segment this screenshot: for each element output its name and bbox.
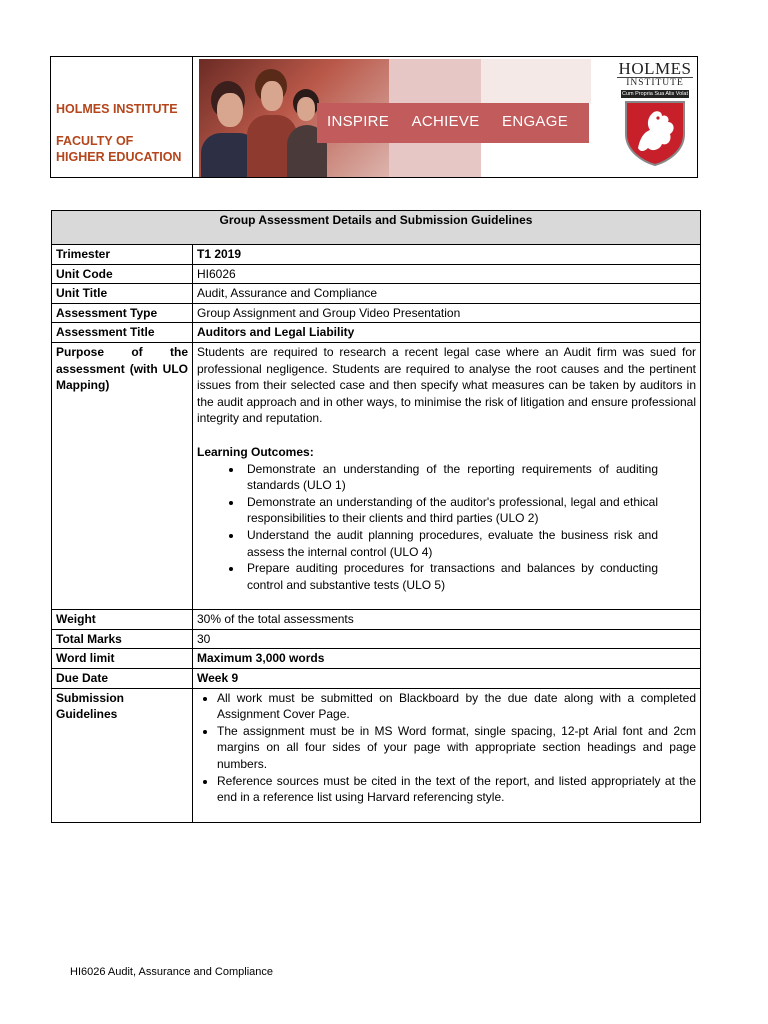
- table-row: [52, 629, 701, 649]
- list-item: • Reference sources must be cited in the text of the report, and listed appropriately at the end in a reference list using Harvard referencing style.: [217, 773, 696, 806]
- table-row: [52, 264, 701, 284]
- row-label: Purpose of the assessment (with ULO Mapping): [52, 342, 193, 609]
- banner: [199, 59, 591, 177]
- trimester-value: T1 2019: [193, 245, 701, 265]
- table-row: [52, 284, 701, 304]
- row-label: Word limit: [52, 649, 193, 669]
- header-box: [50, 56, 698, 178]
- table-row: [52, 610, 701, 630]
- table-row: [52, 245, 701, 265]
- table-row: [52, 649, 701, 669]
- banner-word: INSPIRE: [327, 113, 390, 130]
- list-item: • Understand the audit planning procedures, evaluate the business risk and assess the internal control (ULO 4): [243, 527, 658, 560]
- banner-block: [481, 59, 591, 103]
- purpose-cell: [193, 342, 701, 609]
- logo-sub: INSTITUTE: [617, 77, 693, 88]
- row-label: Weight: [52, 610, 193, 630]
- submission-guidelines-list: [197, 690, 696, 806]
- unit-code-value: HI6026: [193, 264, 701, 284]
- table-row: [52, 323, 701, 343]
- page-footer: HI6026 Audit, Assurance and Compliance: [70, 966, 274, 978]
- table-row: [52, 303, 701, 323]
- row-label: Assessment Title: [52, 323, 193, 343]
- row-label: Assessment Type: [52, 303, 193, 323]
- total-marks-value: 30: [193, 629, 701, 649]
- table-row: [52, 342, 701, 609]
- institute-name: HOLMES INSTITUTE: [56, 102, 178, 116]
- learning-outcomes-heading: Learning Outcomes:: [197, 444, 314, 459]
- list-item: • Demonstrate an understanding of the auditor's professional, legal and ethical responsibilities to their clients and third parties (ULO 2): [243, 494, 658, 527]
- unit-title-value: Audit, Assurance and Compliance: [193, 284, 701, 304]
- list-item: • Demonstrate an understanding of the reporting requirements of auditing standards (ULO 1): [243, 461, 658, 494]
- holmes-logo: [617, 61, 693, 175]
- table-row: [52, 688, 701, 822]
- institution-name-block: [51, 57, 193, 177]
- assessment-title-value: Auditors and Legal Liability: [193, 323, 701, 343]
- row-label: Unit Code: [52, 264, 193, 284]
- faculty-line-1: FACULTY OF: [56, 134, 134, 148]
- assessment-type-value: Group Assignment and Group Video Presentation: [193, 303, 701, 323]
- assessment-details-table: [51, 210, 701, 823]
- submission-cell: [193, 688, 701, 822]
- learning-outcomes-list: [197, 461, 696, 594]
- banner-word: ENGAGE: [502, 113, 568, 130]
- logo-name: HOLMES: [618, 59, 692, 78]
- logo-motto: Cum Propria Sua Alis Volat: [621, 91, 689, 97]
- list-item: • Prepare auditing procedures for transactions and balances by conducting control and substantive tests (ULO 5): [243, 560, 658, 593]
- list-item: • The assignment must be in MS Word format, single spacing, 12-pt Arial font and 2cm margins on all four sides of your page with appropriate section headings and page numbers.: [217, 723, 696, 773]
- list-item: • All work must be submitted on Blackboard by the due date along with a completed Assignment Cover Page.: [217, 690, 696, 723]
- banner-slogan: [327, 113, 586, 130]
- word-limit-value: Maximum 3,000 words: [193, 649, 701, 669]
- due-date-value: Week 9: [193, 669, 701, 689]
- griffin-shield-icon: [622, 100, 688, 166]
- row-label: Due Date: [52, 669, 193, 689]
- table-title: Group Assessment Details and Submission Guidelines: [52, 211, 701, 245]
- banner-word: ACHIEVE: [411, 113, 480, 130]
- table-row: [52, 669, 701, 689]
- faculty-line-2: HIGHER EDUCATION: [56, 150, 182, 164]
- row-label: Total Marks: [52, 629, 193, 649]
- purpose-text: Students are required to research a recent legal case where an Audit firm was sued for professional negligence. Students are required to analyse the root causes and the pertinent issues from their selected case and then specify what measures can be taken by auditors in the audit approach and in other ways, to minimise the risk of litigation and ensure professional integrity and reputation.: [197, 344, 696, 426]
- weight-value: 30% of the total assessments: [193, 610, 701, 630]
- row-label: Trimester: [52, 245, 193, 265]
- row-label: Submission Guidelines: [52, 688, 193, 822]
- row-label: Unit Title: [52, 284, 193, 304]
